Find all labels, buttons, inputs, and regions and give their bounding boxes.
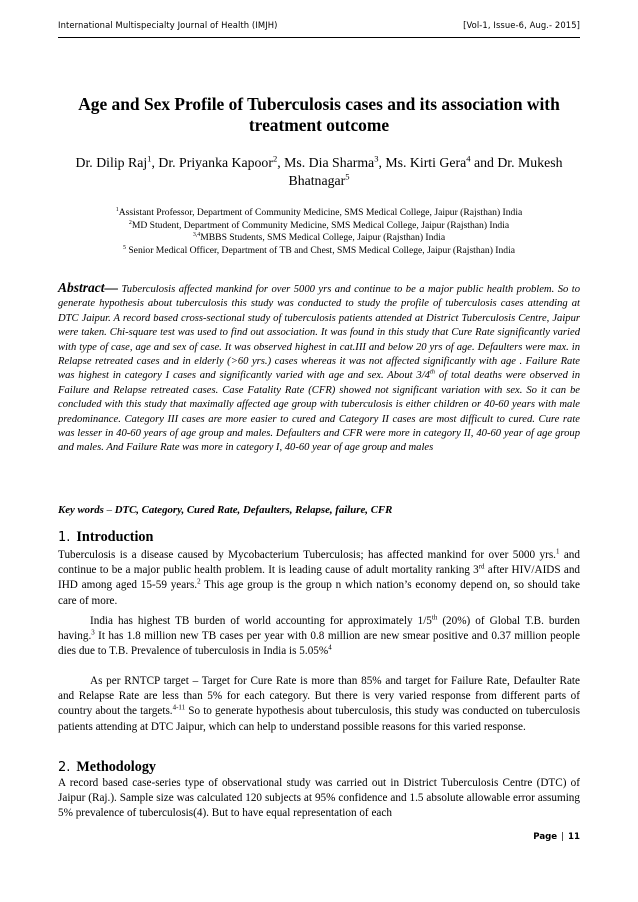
- text-run: This age group is the group n which nation’s economy depend on, so should take care of more.: [58, 579, 581, 607]
- author-sup: 3: [374, 153, 379, 164]
- author-name: Ms. Dia Sharma: [284, 155, 375, 170]
- affiliation-text: MBBS Students, SMS Medical College, Jaipur (Rajsthan) India: [200, 232, 446, 243]
- section-number: 2.: [58, 760, 71, 775]
- section-number: 1.: [58, 530, 71, 545]
- page-label: Page: [533, 832, 558, 842]
- ordinal-sup: rd: [478, 562, 485, 571]
- page-footer: [533, 832, 580, 842]
- text-run: and continue to be a major public health problem. It is leading cause of adult mortality ranking 3: [58, 549, 580, 577]
- author-name: Dr. Priyanka Kapoor: [158, 155, 273, 170]
- methodology-paragraph-1: A record based case-series type of observational study was carried out in District Tuberculosis Centre (DTC) of Jaipur (Raj.). Sample size was calculated 120 subjects at 95% confidence and 1.5 absolute allowable error assuming 5% prevalence of tuberculosis(4). But to have equal representation of each: [58, 777, 580, 820]
- keywords-text: DTC, Category, Cured Rate, Defaulters, Relapse, failure, CFR: [114, 504, 393, 516]
- abstract-text: Tuberculosis affected mankind for over 5000 yrs and continue to be a major public health problem. So to generate hypothesis about tuberculosis this study was conducted to study the profile of tuberculosis cases attending at DTC Jaipur. A record based cross-sectional study of tuberculosis patients attended at District Tuberculosis Centre, Jaipur were taken. Chi-square test was used to find out association. It was found in this study that Cure Rate significantly varied with type of case, age and sex of case. It was observed highest in cat.III and below 20 yrs of age. Defaulters were max. in Relapse retreated cases and in elderly (>60 yrs.) cases whereas it was not affected significantly with age . Failure Rate was highest in category I cases and significantly varied with age and sex. About 3/4: [58, 284, 580, 382]
- intro-paragraph-2: [58, 614, 580, 660]
- section-title: Introduction: [76, 529, 154, 545]
- citation-sup: 3: [91, 628, 95, 637]
- citation-sup: 4-11: [172, 703, 186, 712]
- affiliations: [50, 207, 588, 257]
- affiliation-sup: 1: [115, 206, 119, 213]
- intro-paragraph-3: [58, 674, 580, 735]
- affiliation-sup: 2: [128, 219, 132, 226]
- text-run: It has 1.8 million new TB cases per year with 0.8 million are new smear positive and 0.37 million people dies due to T.B. Prevalence of tuberculosis in India is 5.05%: [58, 630, 580, 658]
- intro-paragraph-1: [58, 548, 580, 609]
- author-name: Dr. Mukesh Bhatnagar: [288, 155, 563, 188]
- affiliation-line: [50, 245, 588, 258]
- text-run: Tuberculosis is a disease caused by Mycobacterium Tuberculosis; has affected mankind for over 5000 yrs.: [58, 549, 556, 561]
- text-run: (20%) of Global T.B. burden having.: [58, 615, 580, 643]
- text-run: So to generate hypothesis about tuberculosis, this study was conducted on tuberculosis patients attending at DTC Jaipur, which can help to understand possible reasons for this varied response.: [58, 705, 580, 733]
- affiliation-sup: 3,4: [192, 231, 201, 238]
- ordinal-sup: th: [431, 613, 438, 622]
- abstract-sup: th: [429, 368, 436, 376]
- running-header: [58, 20, 580, 34]
- page-separator: |: [561, 832, 565, 842]
- affiliation-text: Senior Medical Officer, Department of TB and Chest, SMS Medical College, Jaipur (Rajsthan) India: [125, 244, 516, 256]
- section-heading-methodology: [58, 758, 156, 777]
- paper-title: Age and Sex Profile of Tuberculosis cases and its association with treatment outcome: [78, 94, 560, 135]
- abstract-text-cont: of total deaths were observed in Failure and Relapse retreated cases. Case Fatality Rate (CFR) showed not significant variation with sex. So it can be concluded with this study that maximally affected age group with tuberculosis is either children or 40-60 years with male predominance. Category III cases are more easier to cured and Category II cases are most difficult to cured. Cure rate was lesser in 40-60 years of age group and males. Defaulters and CFR were more in category II, 40-60 year of age group and males. And Failure Rate was more in category I, 40-60 year of age group and males: [58, 370, 580, 454]
- header-rule: [58, 37, 580, 38]
- citation-sup: 1: [555, 547, 560, 556]
- text-run: As per RNTCP target – Target for Cure Rate is more than 85% and target for Failure Rate, Defaulter Rate and Relapse Rate are less than 5% for each category. But there is very varied response from different parts of country about the targets.: [58, 675, 580, 718]
- author-sup: 4: [466, 153, 471, 164]
- citation-sup: 4: [328, 643, 332, 652]
- author-sup: 1: [147, 153, 152, 164]
- keywords-label: Key words: [58, 504, 104, 516]
- author-sup: 5: [345, 171, 350, 182]
- citation-sup: 2: [197, 577, 201, 586]
- affiliation-line: [50, 232, 588, 245]
- section-title: Methodology: [76, 759, 157, 775]
- author-name: Dr. Dilip Raj: [75, 155, 148, 170]
- affiliation-line: [50, 220, 588, 233]
- keywords-dash: –: [103, 504, 115, 516]
- text-run: India has highest TB burden of world accounting for approximately 1/5: [90, 615, 432, 627]
- page-number: 11: [568, 832, 580, 842]
- abstract: [58, 281, 580, 456]
- text-run: after HIV/AIDS and IHD among aged 15-59 years.: [58, 564, 580, 592]
- issue-info: [Vol-1, Issue-6, Aug.- 2015]: [463, 20, 580, 30]
- section-heading-introduction: [58, 528, 153, 547]
- affiliation-text: Assistant Professor, Department of Community Medicine, SMS Medical College, Jaipur (Rajsthan) India: [118, 207, 523, 218]
- author-sup: 2: [272, 153, 278, 164]
- journal-name: International Multispecialty Journal of Health (IMJH): [58, 20, 278, 30]
- affiliation-sup: 5: [122, 244, 126, 251]
- author-name: Ms. Kirti Gera: [385, 155, 467, 170]
- affiliation-line: [50, 207, 588, 220]
- author-list: Dr. Dilip Raj$^1$, Dr. Priyanka Kapoor$^2$, Ms. Dia Sharma$^3$, Ms. Kirti Gera$^4$ and Dr. Mukesh Bhatnagar$^5$: [75, 153, 563, 188]
- affiliation-text: MD Student, Department of Community Medicine, SMS Medical College, Jaipur (Rajsthan) India: [131, 219, 510, 231]
- abstract-heading: Abstract—: [58, 280, 119, 295]
- keywords: [58, 503, 580, 517]
